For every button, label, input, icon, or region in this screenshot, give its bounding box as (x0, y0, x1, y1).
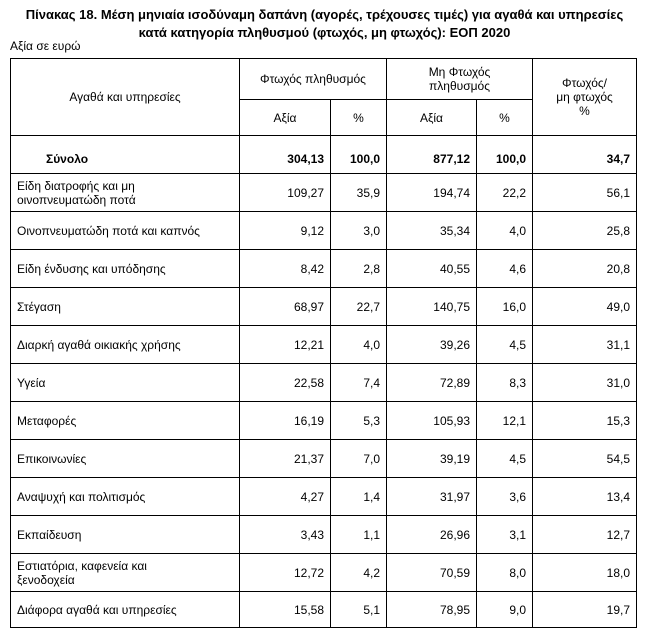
row-poor-value: 109,27 (240, 174, 331, 212)
header-nonpoor (387, 59, 533, 100)
total-row (11, 145, 637, 174)
total-label: Σύνολο (11, 145, 240, 174)
row-ratio: 49,0 (533, 288, 637, 326)
row-ratio: 13,4 (533, 478, 637, 516)
row-poor-value: 22,58 (240, 364, 331, 402)
row-nonpoor-value: 35,34 (387, 212, 477, 250)
row-nonpoor-value: 72,89 (387, 364, 477, 402)
table-row (11, 516, 637, 554)
row-label-line1: Εστιατόρια, καφενεία και (17, 558, 147, 573)
row-poor-value: 12,21 (240, 326, 331, 364)
row-ratio: 56,1 (533, 174, 637, 212)
row-poor-pct: 1,1 (331, 516, 387, 554)
row-label-line1: Επικοινωνίες (17, 451, 87, 466)
row-nonpoor-pct: 12,1 (477, 402, 533, 440)
total-nonpoor-value: 877,12 (387, 145, 477, 174)
row-label-line1: Στέγαση (17, 299, 61, 314)
row-ratio: 20,8 (533, 250, 637, 288)
row-label-line1: Είδη ένδυσης και υπόδησης (17, 261, 166, 276)
header-ratio-line3: % (579, 104, 590, 118)
row-label (11, 174, 240, 212)
table-row (11, 288, 637, 326)
header-ratio-line1: Φτωχός/ (562, 76, 607, 90)
row-label (11, 364, 240, 402)
row-poor-pct: 3,0 (331, 212, 387, 250)
total-ratio: 34,7 (533, 145, 637, 174)
row-poor-pct: 2,8 (331, 250, 387, 288)
row-label-line2: ξενοδοχεία (17, 572, 75, 587)
row-nonpoor-value: 26,96 (387, 516, 477, 554)
row-label (11, 440, 240, 478)
table-row (11, 174, 637, 212)
row-poor-pct: 7,0 (331, 440, 387, 478)
table-row (11, 326, 637, 364)
row-poor-value: 8,42 (240, 250, 331, 288)
row-nonpoor-pct: 3,1 (477, 516, 533, 554)
row-nonpoor-pct: 8,3 (477, 364, 533, 402)
table-row (11, 592, 637, 628)
table-row (11, 402, 637, 440)
row-poor-pct: 1,4 (331, 478, 387, 516)
row-poor-value: 9,12 (240, 212, 331, 250)
table-title-line1: Πίνακας 18. Μέση μηνιαία ισοδύναμη δαπάνη (αγορές, τρέχουσες τιμές) για αγαθά και υπηρεσίες (25, 7, 624, 22)
row-label-line2: οινοπνευματώδη ποτά (17, 192, 136, 207)
row-nonpoor-value: 105,93 (387, 402, 477, 440)
row-label-line1: Υγεία (17, 375, 46, 390)
row-label-line1: Διαρκή αγαθά οικιακής χρήσης (17, 337, 181, 352)
row-poor-pct: 22,7 (331, 288, 387, 326)
row-poor-value: 16,19 (240, 402, 331, 440)
row-nonpoor-value: 39,26 (387, 326, 477, 364)
row-label-line1: Εκπαίδευση (17, 527, 82, 542)
table-body (11, 59, 637, 628)
row-poor-value: 15,58 (240, 592, 331, 628)
row-label-line1: Μεταφορές (17, 413, 77, 428)
header-row-top (11, 59, 637, 100)
row-label (11, 554, 240, 592)
row-poor-value: 3,43 (240, 516, 331, 554)
row-label-line1: Διάφορα αγαθά και υπηρεσίες (17, 602, 177, 617)
row-nonpoor-pct: 3,6 (477, 478, 533, 516)
row-nonpoor-pct: 8,0 (477, 554, 533, 592)
header-poor-value: Αξία (240, 100, 331, 136)
table-row (11, 478, 637, 516)
row-label-line1: Οινοπνευματώδη ποτά και καπνός (17, 223, 200, 238)
header-ratio (533, 59, 637, 136)
row-nonpoor-value: 70,59 (387, 554, 477, 592)
total-poor-value: 304,13 (240, 145, 331, 174)
header-ratio-line2: μη φτωχός (556, 90, 613, 104)
row-nonpoor-pct: 4,0 (477, 212, 533, 250)
row-ratio: 12,7 (533, 516, 637, 554)
row-label-line1: Αναψυχή και πολιτισμός (17, 489, 146, 504)
table-row (11, 554, 637, 592)
table-row (11, 440, 637, 478)
row-nonpoor-pct: 4,5 (477, 326, 533, 364)
units-note: Αξία σε ευρώ (10, 39, 81, 53)
row-ratio: 18,0 (533, 554, 637, 592)
row-label (11, 250, 240, 288)
row-nonpoor-value: 40,55 (387, 250, 477, 288)
row-poor-pct: 5,3 (331, 402, 387, 440)
row-label (11, 592, 240, 628)
row-poor-pct: 5,1 (331, 592, 387, 628)
row-label-line1: Είδη διατροφής και μη (17, 178, 135, 193)
row-label (11, 478, 240, 516)
row-poor-pct: 7,4 (331, 364, 387, 402)
row-nonpoor-pct: 9,0 (477, 592, 533, 628)
row-nonpoor-pct: 4,5 (477, 440, 533, 478)
spacer-row (11, 136, 637, 145)
header-nonpoor-value: Αξία (387, 100, 477, 136)
table-row (11, 250, 637, 288)
header-goods: Αγαθά και υπηρεσίες (11, 59, 240, 136)
row-ratio: 54,5 (533, 440, 637, 478)
row-nonpoor-value: 39,19 (387, 440, 477, 478)
expenditure-table (10, 58, 637, 628)
table-row (11, 212, 637, 250)
header-nonpoor-pct: % (477, 100, 533, 136)
header-nonpoor-line2: πληθυσμός (429, 79, 490, 93)
row-poor-pct: 4,0 (331, 326, 387, 364)
row-poor-pct: 35,9 (331, 174, 387, 212)
row-nonpoor-value: 31,97 (387, 478, 477, 516)
row-nonpoor-value: 194,74 (387, 174, 477, 212)
row-poor-value: 4,27 (240, 478, 331, 516)
row-ratio: 15,3 (533, 402, 637, 440)
row-nonpoor-pct: 22,2 (477, 174, 533, 212)
row-ratio: 25,8 (533, 212, 637, 250)
row-poor-value: 21,37 (240, 440, 331, 478)
table-title (0, 0, 649, 42)
row-poor-value: 12,72 (240, 554, 331, 592)
row-label (11, 326, 240, 364)
total-nonpoor-pct: 100,0 (477, 145, 533, 174)
row-label (11, 402, 240, 440)
header-poor: Φτωχός πληθυσμός (240, 59, 387, 100)
row-nonpoor-pct: 16,0 (477, 288, 533, 326)
row-label (11, 288, 240, 326)
total-poor-pct: 100,0 (331, 145, 387, 174)
row-ratio: 31,1 (533, 326, 637, 364)
row-nonpoor-pct: 4,6 (477, 250, 533, 288)
row-ratio: 19,7 (533, 592, 637, 628)
row-poor-pct: 4,2 (331, 554, 387, 592)
header-poor-pct: % (331, 100, 387, 136)
row-poor-value: 68,97 (240, 288, 331, 326)
row-label (11, 516, 240, 554)
row-label (11, 212, 240, 250)
row-nonpoor-value: 78,95 (387, 592, 477, 628)
table-row (11, 364, 637, 402)
table-title-line2: κατά κατηγορία πληθυσμού (φτωχός, μη φτωχός): ΕΟΠ 2020 (138, 25, 511, 40)
row-nonpoor-value: 140,75 (387, 288, 477, 326)
header-nonpoor-line1: Μη Φτωχός (428, 65, 491, 79)
row-ratio: 31,0 (533, 364, 637, 402)
